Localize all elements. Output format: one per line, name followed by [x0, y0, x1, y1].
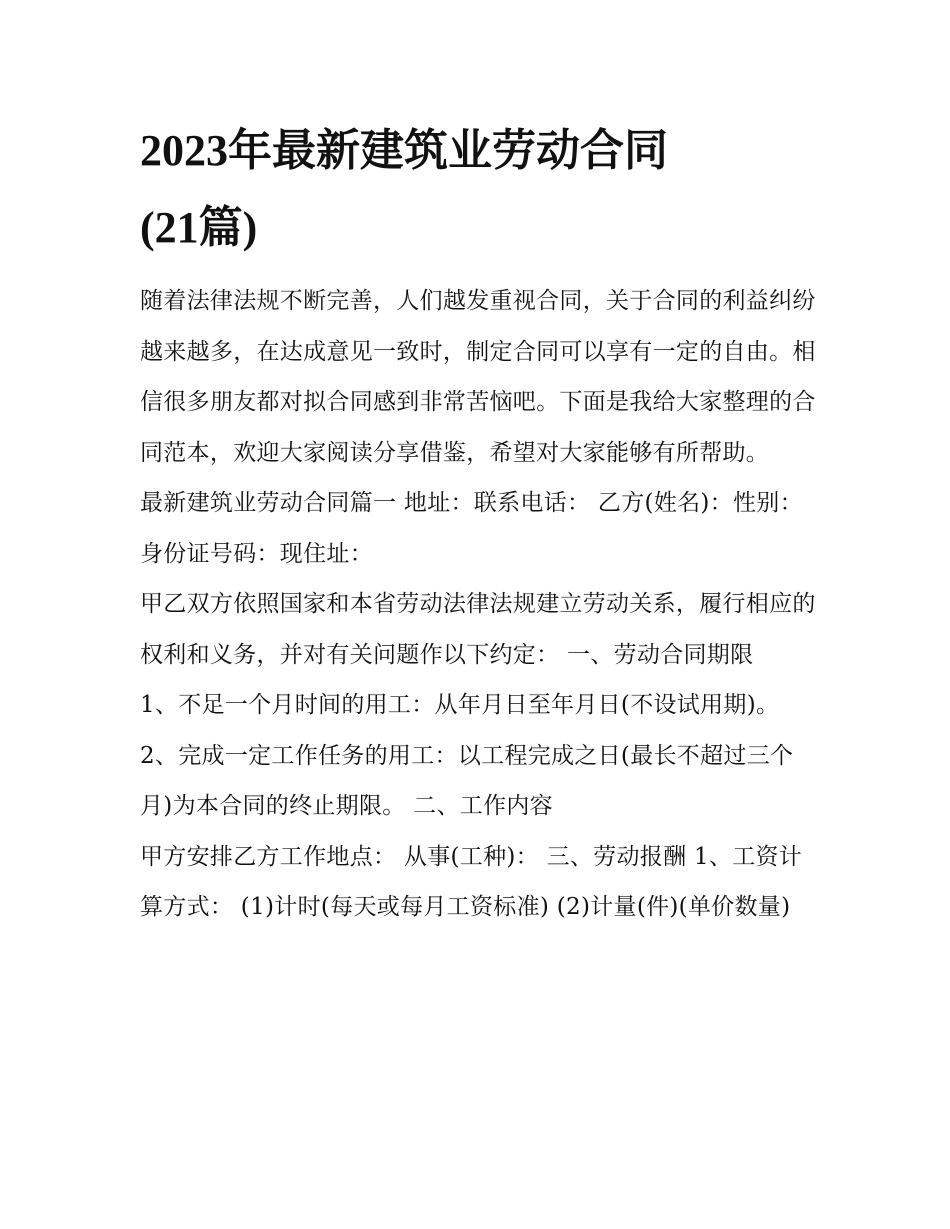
employment-period-paragraph: 1、不足一个月时间的用工：从年月日至年月日(不设试用期)。 2、完成一定工作任务的用工：以工程完成之日(最长不超过三个月)为本合同的终止期限。 二、工作内容 — [140, 692, 794, 819]
title-line-2: (21篇) — [140, 203, 258, 252]
document-title — [140, 112, 820, 266]
document-page — [140, 112, 820, 933]
intro-paragraph: 随着法律法规不断完善，人们越发重视合同，关于合同的利益纠纷越来越多，在达成意见一致时，制定合同可以享有一定的自由。相信很多朋友都对拟合同感到非常苦恼吧。下面是我给大家整理的合同范本，欢迎大家阅读分享借鉴，希望对大家能够有所帮助。 — [140, 288, 816, 466]
title-line-1: 2023年最新建筑业劳动合同 — [140, 126, 668, 175]
work-content-paragraph: 甲方安排乙方工作地点： 从事(工种)： 三、劳动报酬 1、工资计算方式： (1)计时(每天或每月工资标准) (2)计量(件)(单价数量) — [140, 843, 803, 920]
contract-term-paragraph: 甲乙双方依照国家和本省劳动法律法规建立劳动关系，履行相应的权利和义务，并对有关问题作以下约定： 一、劳动合同期限 — [140, 591, 816, 668]
contract-parties-paragraph: 最新建筑业劳动合同篇一 地址：联系电话： 乙方(姓名)：性别： 身份证号码：现住址： — [140, 490, 803, 567]
